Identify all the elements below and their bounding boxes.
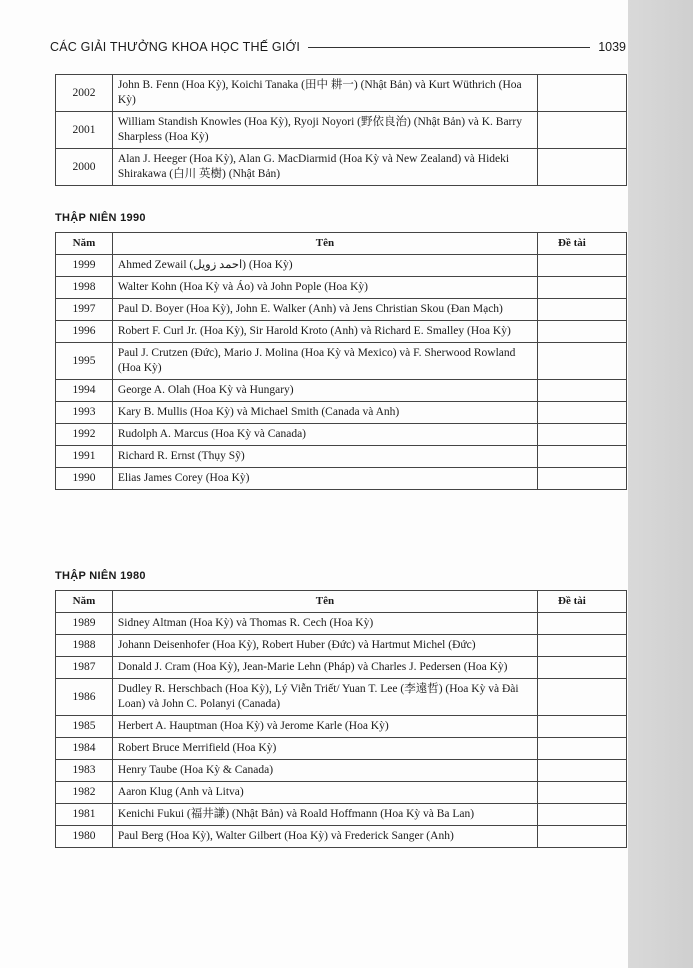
table-1990s-body (56, 255, 627, 490)
year-cell: 1982 (56, 782, 113, 804)
topic-cell (538, 343, 627, 380)
table-row (56, 75, 627, 112)
table-row (56, 299, 627, 321)
names-cell: Walter Kohn (Hoa Kỳ và Áo) và John Pople (Hoa Kỳ) (112, 277, 537, 299)
year-cell: 1994 (56, 380, 113, 402)
table-row (56, 277, 627, 299)
table-row (56, 255, 627, 277)
names-cell: Aaron Klug (Anh và Litva) (112, 782, 537, 804)
names-cell: Paul D. Boyer (Hoa Kỳ), John E. Walker (Anh) và Jens Christian Skou (Đan Mạch) (112, 299, 537, 321)
names-cell: Paul J. Crutzen (Đức), Mario J. Molina (Hoa Kỳ và Mexico) và F. Sherwood Rowland (Hoa Kỳ) (112, 343, 537, 380)
table-row (56, 760, 627, 782)
table-row (56, 738, 627, 760)
table-row (56, 613, 627, 635)
names-cell: Paul Berg (Hoa Kỳ), Walter Gilbert (Hoa Kỳ) và Frederick Sanger (Anh) (112, 826, 537, 848)
names-cell: Rudolph A. Marcus (Hoa Kỳ và Canada) (112, 424, 537, 446)
names-cell: Elias James Corey (Hoa Kỳ) (112, 468, 537, 490)
table-row (56, 380, 627, 402)
year-cell: 1997 (56, 299, 113, 321)
topic-cell (538, 826, 627, 848)
table-2000s-body (56, 75, 627, 186)
year-cell: 1980 (56, 826, 113, 848)
table-row (56, 343, 627, 380)
table-row (56, 657, 627, 679)
section-title-1980: THẬP NIÊN 1980 (55, 570, 146, 582)
year-cell: 1996 (56, 321, 113, 343)
table-row (56, 635, 627, 657)
header-rule (308, 47, 590, 48)
running-header (50, 38, 626, 56)
names-cell: Richard R. Ernst (Thụy Sỹ) (112, 446, 537, 468)
table-1980s (55, 590, 627, 848)
topic-cell (538, 424, 627, 446)
year-cell: 1991 (56, 446, 113, 468)
names-cell: Johann Deisenhofer (Hoa Kỳ), Robert Huber (Đức) và Hartmut Michel (Đức) (112, 635, 537, 657)
year-cell: 2000 (56, 149, 113, 186)
topic-cell (538, 149, 627, 186)
year-cell: 1995 (56, 343, 113, 380)
table-row (56, 446, 627, 468)
topic-cell (538, 738, 627, 760)
table-header-row (56, 591, 627, 613)
table-row (56, 321, 627, 343)
topic-cell (538, 679, 627, 716)
table-row (56, 424, 627, 446)
section-title-1990: THẬP NIÊN 1990 (55, 212, 146, 224)
year-cell: 1983 (56, 760, 113, 782)
column-header-names: Tên (112, 233, 537, 255)
topic-cell (538, 299, 627, 321)
topic-cell (538, 446, 627, 468)
names-cell: Henry Taube (Hoa Kỳ & Canada) (112, 760, 537, 782)
year-cell: 1988 (56, 635, 113, 657)
topic-cell (538, 468, 627, 490)
column-header-year: Năm (56, 591, 113, 613)
year-cell: 1985 (56, 716, 113, 738)
column-header-names: Tên (112, 591, 537, 613)
year-cell: 1999 (56, 255, 113, 277)
names-cell: Herbert A. Hauptman (Hoa Kỳ) và Jerome Karle (Hoa Kỳ) (112, 716, 537, 738)
topic-cell (538, 782, 627, 804)
names-cell: George A. Olah (Hoa Kỳ và Hungary) (112, 380, 537, 402)
names-cell: Dudley R. Herschbach (Hoa Kỳ), Lý Viễn Triết/ Yuan T. Lee (李遠哲) (Hoa Kỳ và Đài Loan) và John C. Polanyi (Canada) (112, 679, 537, 716)
topic-cell (538, 380, 627, 402)
table-1990s (55, 232, 627, 490)
year-cell: 1981 (56, 804, 113, 826)
year-cell: 1992 (56, 424, 113, 446)
names-cell: Alan J. Heeger (Hoa Kỳ), Alan G. MacDiarmid (Hoa Kỳ và New Zealand) và Hideki Shirakawa (白川 英樹) (Nhật Bản) (112, 149, 537, 186)
table-row (56, 826, 627, 848)
topic-cell (538, 255, 627, 277)
year-cell: 1990 (56, 468, 113, 490)
names-cell: Robert Bruce Merrifield (Hoa Kỳ) (112, 738, 537, 760)
column-header-topic: Đề tài (538, 233, 627, 255)
table-row (56, 716, 627, 738)
topic-cell (538, 716, 627, 738)
topic-cell (538, 75, 627, 112)
topic-cell (538, 402, 627, 424)
names-cell: William Standish Knowles (Hoa Kỳ), Ryoji Noyori (野依良治) (Nhật Bản) và K. Barry Sharpless (Hoa Kỳ) (112, 112, 537, 149)
year-cell: 2002 (56, 75, 113, 112)
column-header-topic: Đề tài (538, 591, 627, 613)
table-row (56, 679, 627, 716)
table-header-row (56, 233, 627, 255)
names-cell: Ahmed Zewail (احمد زويل) (Hoa Kỳ) (112, 255, 537, 277)
table-row (56, 402, 627, 424)
topic-cell (538, 657, 627, 679)
year-cell: 1993 (56, 402, 113, 424)
table-1980s-body (56, 613, 627, 848)
year-cell: 2001 (56, 112, 113, 149)
names-cell: Sidney Altman (Hoa Kỳ) và Thomas R. Cech (Hoa Kỳ) (112, 613, 537, 635)
topic-cell (538, 760, 627, 782)
header-title: CÁC GIẢI THƯỞNG KHOA HỌC THẾ GIỚI (50, 40, 301, 54)
year-cell: 1989 (56, 613, 113, 635)
names-cell: Donald J. Cram (Hoa Kỳ), Jean-Marie Lehn (Pháp) và Charles J. Pedersen (Hoa Kỳ) (112, 657, 537, 679)
table-2000s (55, 74, 627, 186)
year-cell: 1986 (56, 679, 113, 716)
year-cell: 1987 (56, 657, 113, 679)
names-cell: Kenichi Fukui (福井謙) (Nhật Bản) và Roald Hoffmann (Hoa Kỳ và Ba Lan) (112, 804, 537, 826)
topic-cell (538, 804, 627, 826)
column-header-year: Năm (56, 233, 113, 255)
names-cell: Robert F. Curl Jr. (Hoa Kỳ), Sir Harold Kroto (Anh) và Richard E. Smalley (Hoa Kỳ) (112, 321, 537, 343)
topic-cell (538, 613, 627, 635)
topic-cell (538, 112, 627, 149)
table-row (56, 782, 627, 804)
topic-cell (538, 321, 627, 343)
table-row (56, 468, 627, 490)
names-cell: Kary B. Mullis (Hoa Kỳ) và Michael Smith (Canada và Anh) (112, 402, 537, 424)
topic-cell (538, 277, 627, 299)
page-number: 1039 (598, 40, 626, 54)
topic-cell (538, 635, 627, 657)
year-cell: 1998 (56, 277, 113, 299)
table-row (56, 804, 627, 826)
names-cell: John B. Fenn (Hoa Kỳ), Koichi Tanaka (田中 耕一) (Nhật Bản) và Kurt Wüthrich (Hoa Kỳ) (112, 75, 537, 112)
table-row (56, 112, 627, 149)
table-row (56, 149, 627, 186)
year-cell: 1984 (56, 738, 113, 760)
